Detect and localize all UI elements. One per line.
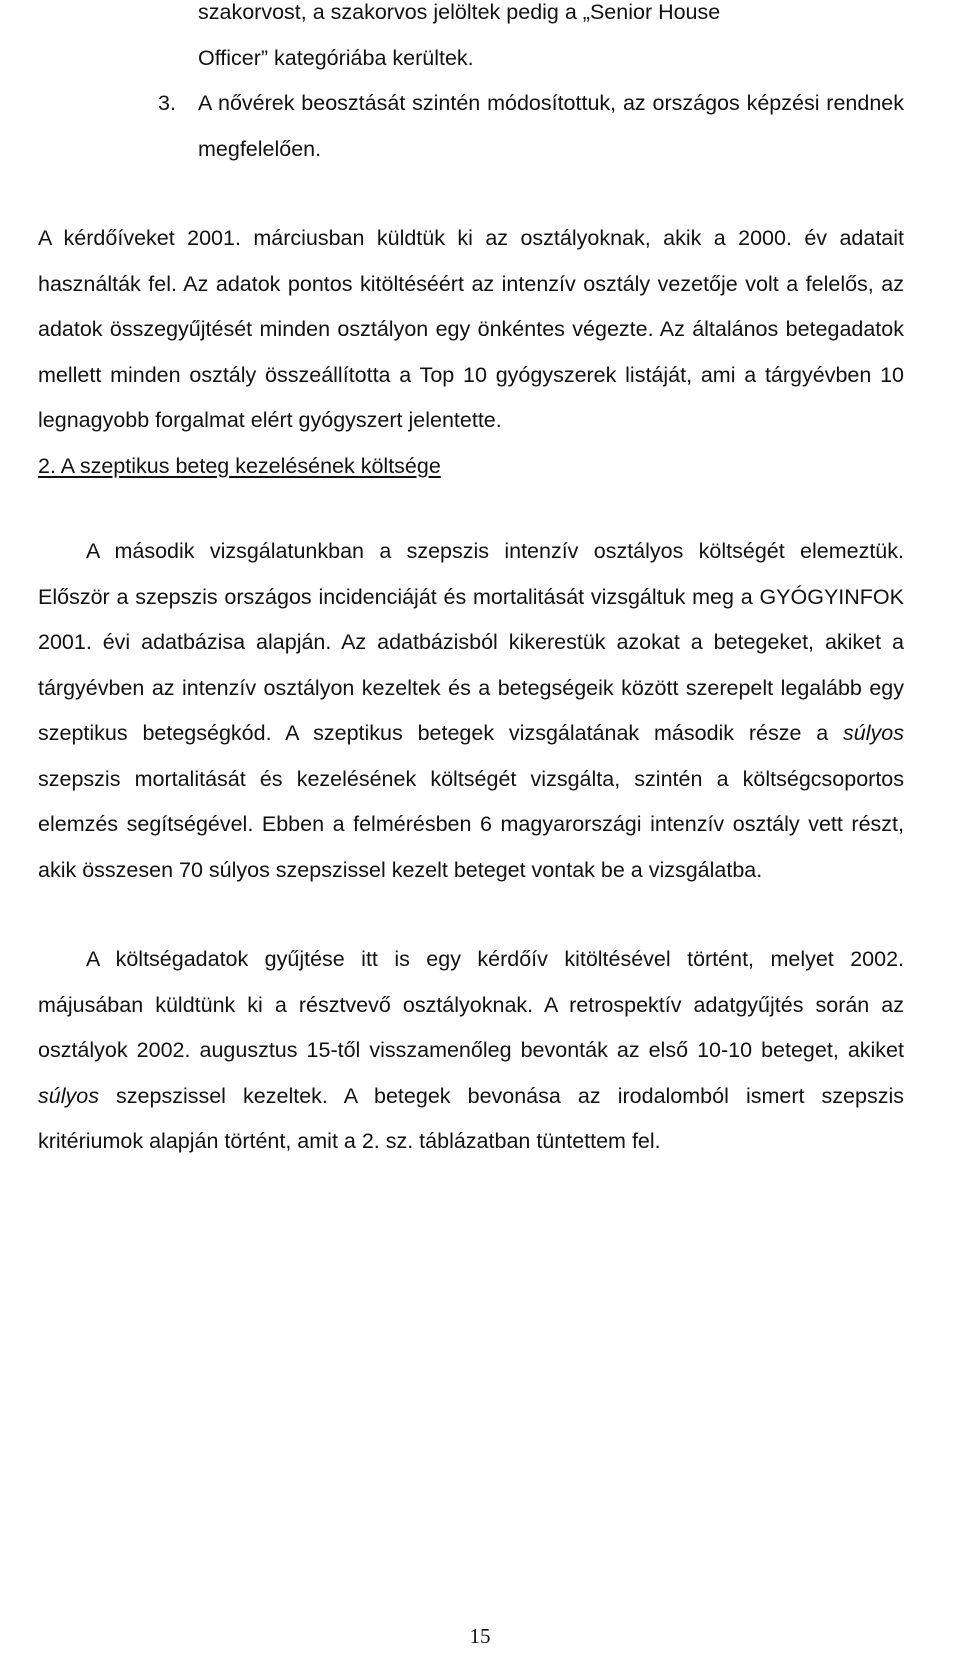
paragraph-text: A második vizsgálatunkban a szepszis intenzív osztályos költségét elemeztük. Először a szepszis országos incidenciáját és mortalitását vizsgáltuk meg a GYÓGYINFOK 2001. évi adatbázisa alapján. Az adatbázisból kikerestük azokat a betegeket, akiket a tárgyévben az intenzív osztályon kezeltek és a betegségeik között szerepelt legalább egy szeptikus betegségkód. A szeptikus betegek vizsgálatának második része a [38, 539, 904, 745]
continued-line-2: Officer” kategóriába kerültek. [198, 45, 474, 70]
paragraph-sepsis-analysis [38, 529, 904, 893]
list-item-3 [38, 81, 904, 172]
emphasized-word: súlyos [38, 1083, 99, 1108]
list-item-number: 3. [158, 91, 176, 115]
paragraph-text: szepszissel kezeltek. A betegek bevonása az irodalomból ismert szepszis kritériumok alapján történt, amit a 2. sz. táblázatban tüntettem fel. [38, 1083, 904, 1153]
section-heading: 2. A szeptikus beteg kezelésének költsége [38, 453, 441, 478]
paragraph-text: A költségadatok gyűjtése itt is egy kérdőív kitöltésével történt, melyet 2002. májusában küldtünk ki a résztvevő osztályoknak. A retrospektív adatgyűjtés során az osztályok 2002. augusztus 15-től visszamenőleg bevonták az első 10-10 beteget, akiket [38, 947, 904, 1062]
page-number: 15 [469, 1624, 491, 1648]
continued-line-1: szakorvost, a szakorvos jelöltek pedig a „Senior House [198, 0, 721, 24]
paragraph-questionnaire: A kérdőíveket 2001. márciusban küldtük ki az osztályoknak, akik a 2000. év adatait használták fel. Az adatok pontos kitöltéséért az intenzív osztály vezetője volt a felelős, az adatok összegyűjtését minden osztályon egy önkéntes végezte. Az általános betegadatok mellett minden osztály összeállította a Top 10 gyógyszerek listáját, ami a tárgyévben 10 legnagyobb forgalmat elért gyógyszert jelentette. [38, 226, 904, 432]
document-body [38, 0, 904, 1165]
continued-list-text [38, 0, 904, 81]
paragraph-text: szepszis mortalitását és kezelésének költségét vizsgálta, szintén a költségcsoportos elemzés segítségével. Ebben a felmérésben 6 magyarországi intenzív osztály vett részt, akik összesen 70 súlyos szepszissel kezelt beteget vontak be a vizsgálatba. [38, 766, 904, 882]
paragraph-cost-data [38, 937, 904, 1165]
list-item-text: A nővérek beosztását szintén módosítottuk, az országos képzési rendnek megfelelően. [198, 91, 904, 161]
emphasized-word: súlyos [843, 721, 904, 745]
